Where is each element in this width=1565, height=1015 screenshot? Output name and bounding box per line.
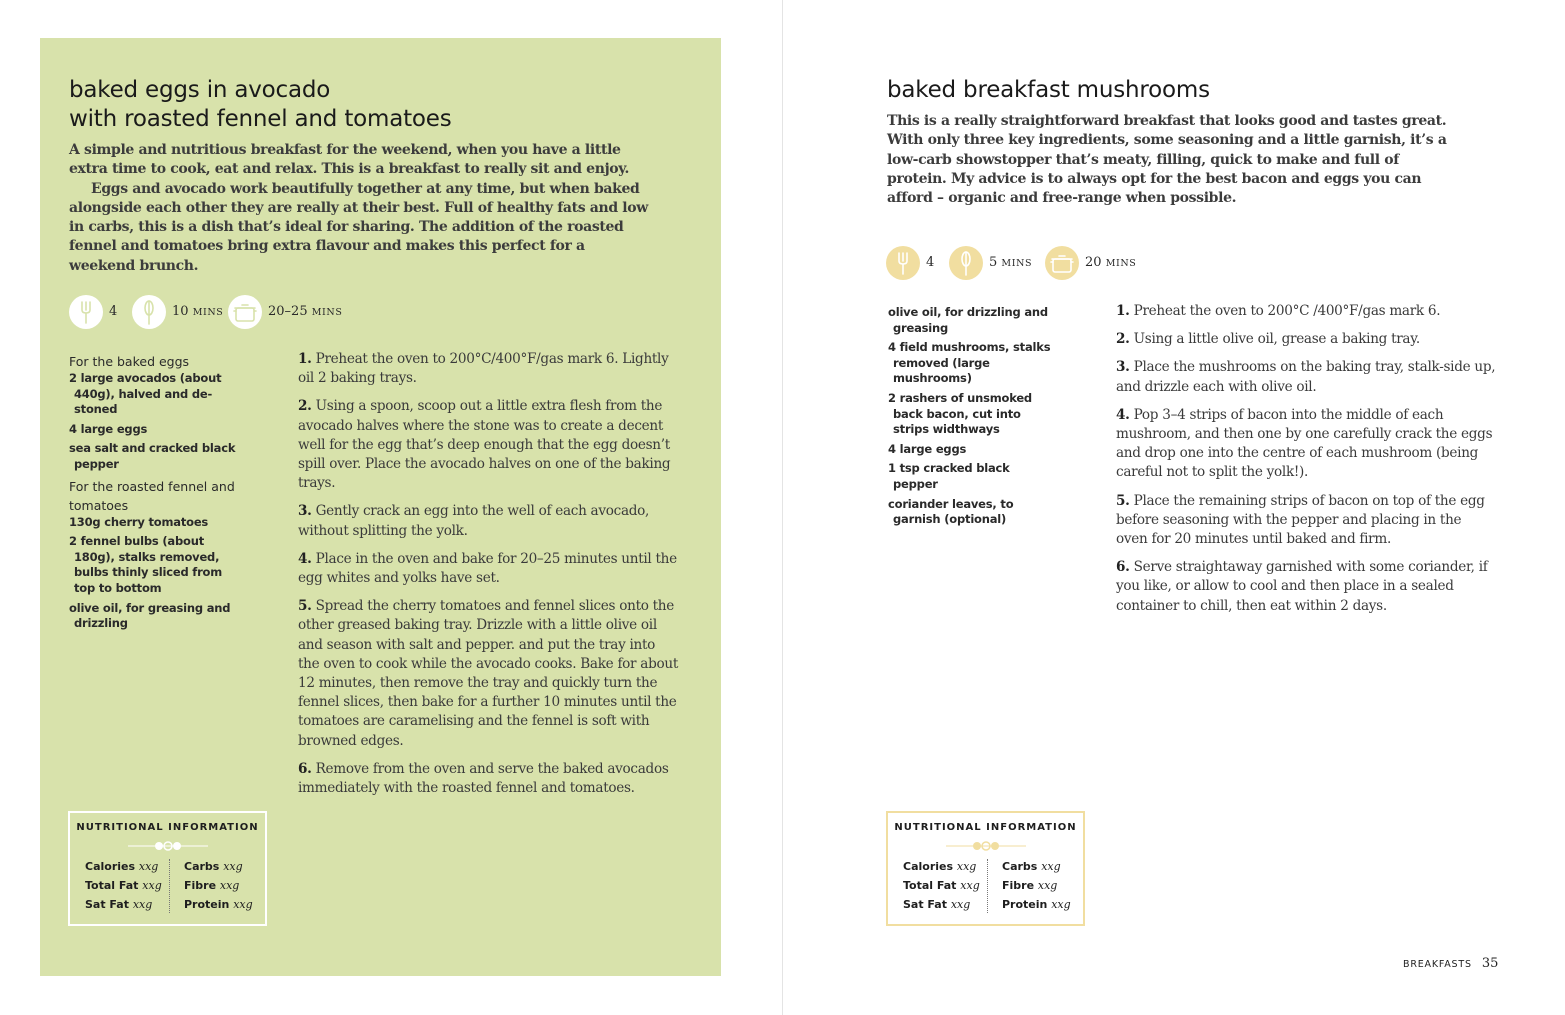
- method-step: [1116, 302, 1496, 321]
- nutrition-label: Total Fat: [903, 879, 957, 892]
- right-recipe-intro: [887, 112, 1457, 208]
- left-intro-paragraph-2: Eggs and avocado work beautifully together at any time, but when baked alongside each other they are really at their best. Full of healthy fats and low in carbs, this is a dish that’s ideal for sharing. The addition of the roasted fennel and tomatoes bring extra flavour and makes this perfect for a weekend brunch.: [69, 180, 648, 274]
- nutrition-column-right: [1002, 857, 1071, 914]
- method-step: [298, 397, 678, 493]
- step-number: 6.: [1116, 559, 1130, 576]
- ingredient-item: 2 large avocados (about 440g), halved and de-stoned: [69, 371, 222, 417]
- page-number: 35: [1481, 956, 1499, 971]
- ingredient-item: 4 large eggs: [888, 441, 967, 456]
- nutrition-value: xxg: [1051, 898, 1071, 911]
- left-title-line-2: with roasted fennel and tomatoes: [69, 106, 452, 132]
- step-number: 5.: [1116, 492, 1130, 509]
- step-number: 4.: [298, 550, 312, 567]
- cook-time-value: 20: [1085, 255, 1102, 270]
- cook-time: [268, 295, 342, 330]
- nutrition-value: xxg: [132, 898, 153, 911]
- method-step: [298, 350, 678, 388]
- nutrition-row: [184, 857, 253, 876]
- prep-time-unit: MINS: [192, 307, 224, 318]
- right-nutrition-box: [886, 811, 1085, 926]
- nutrition-value: xxg: [960, 879, 980, 892]
- cook-time: [1085, 246, 1136, 281]
- step-number: 3.: [298, 503, 312, 520]
- step-text: Using a little olive oil, grease a baking tray.: [1133, 331, 1420, 348]
- nutrition-label: Fibre: [1002, 879, 1035, 892]
- page-footer: [1403, 952, 1498, 971]
- nutrition-value: xxg: [138, 860, 159, 873]
- nutrition-label: Carbs: [1002, 860, 1038, 873]
- method-step: [298, 502, 678, 540]
- nutrition-row: [85, 876, 162, 895]
- fork-icon: [886, 246, 920, 280]
- nutrition-divider: [987, 859, 988, 913]
- right-recipe-meta: [886, 246, 1186, 282]
- page-fold: [782, 0, 783, 1015]
- prep-time: [989, 246, 1032, 281]
- step-text: Place the remaining strips of bacon on top of the egg before seasoning with the pepper and placing in the oven for 20 minutes until baked and firm.: [1116, 492, 1485, 548]
- step-text: Preheat the oven to 200°C/400°F/gas mark 6. Lightly oil 2 baking trays.: [298, 351, 669, 387]
- prep-time: [172, 295, 223, 330]
- pot-icon: [1045, 246, 1079, 280]
- cook-time-value: 20–25: [268, 304, 308, 319]
- serves-value: 4: [109, 304, 118, 319]
- prep-time-unit: MINS: [1001, 258, 1033, 269]
- step-number: 5.: [298, 598, 312, 615]
- ornament-divider: [946, 841, 1026, 851]
- ingredient-item: 4 large eggs: [69, 421, 148, 436]
- nutrition-label: Protein: [184, 898, 230, 911]
- nutrition-row: [85, 857, 162, 876]
- ingredients-subheading: For the roasted fennel and tomatoes: [69, 478, 235, 513]
- nutrition-label: Total Fat: [85, 879, 139, 892]
- ingredient-item: 130g cherry tomatoes: [69, 514, 209, 529]
- nutrition-label: Fibre: [184, 879, 217, 892]
- nutrition-value: xxg: [142, 879, 162, 892]
- method-step: [1116, 558, 1496, 616]
- right-intro-paragraph: This is a really straightforward breakfast that looks good and tastes great. With only three key ingredients, some seasoning and a little garnish, it’s a low-carb showstopper that’s meaty, filling, quick to make and full of protein. My advice is to always opt for the best bacon and eggs you can afford – organic and free-range when possible.: [887, 113, 1447, 207]
- cook-time-unit: MINS: [311, 307, 343, 318]
- nutrition-label: Sat Fat: [903, 898, 947, 911]
- left-recipe-title: [69, 76, 452, 134]
- method-step: [1116, 406, 1496, 483]
- ingredients-subheading: For the baked eggs: [69, 354, 190, 369]
- nutrition-label: Protein: [1002, 898, 1048, 911]
- left-ingredients: [69, 351, 239, 636]
- nutrition-divider: [169, 859, 170, 913]
- left-method: [298, 350, 678, 807]
- right-ingredients: [888, 305, 1058, 532]
- right-recipe-title: baked breakfast mushrooms: [887, 77, 1210, 103]
- pot-icon: [228, 295, 262, 329]
- nutrition-value: xxg: [956, 860, 977, 873]
- nutrition-value: xxg: [950, 898, 971, 911]
- left-title-line-1: baked eggs in avocado: [69, 77, 331, 103]
- fork-icon: [69, 295, 103, 329]
- method-step: [298, 760, 678, 798]
- step-text: Serve straightaway garnished with some coriander, if you like, or allow to cool and then place in a sealed container to chill, then eat within 2 days.: [1116, 559, 1488, 614]
- method-step: [1116, 358, 1496, 396]
- step-text: Place the mushrooms on the baking tray, stalk-side up, and drizzle each with olive oil.: [1116, 359, 1496, 395]
- ornament-divider: [128, 841, 208, 851]
- step-number: 3.: [1116, 359, 1130, 376]
- nutrition-row: [184, 876, 253, 895]
- nutrition-row: [903, 876, 980, 895]
- nutrition-value: xxg: [1037, 879, 1058, 892]
- nutrition-heading: NUTRITIONAL INFORMATION: [76, 822, 259, 833]
- left-intro-paragraph-1: A simple and nutritious breakfast for the weekend, when you have a little extra time to cook, eat and relax. This is a breakfast to really sit and enjoy.: [69, 142, 629, 178]
- whisk-icon: [132, 295, 166, 329]
- nutrition-row: [1002, 857, 1071, 876]
- ingredient-item: sea salt and cracked black pepper: [69, 441, 236, 471]
- nutrition-column-left: [903, 857, 980, 914]
- nutrition-value: xxg: [1041, 860, 1061, 873]
- nutrition-row: [184, 895, 253, 914]
- step-number: 6.: [298, 760, 312, 777]
- ingredient-item: olive oil, for greasing and drizzling: [69, 600, 231, 631]
- ingredient-item: 4 field mushrooms, stalks removed (large mushrooms): [888, 340, 1051, 386]
- nutrition-value: xxg: [223, 860, 243, 873]
- serves-value: 4: [926, 255, 935, 270]
- nutrition-label: Calories: [85, 860, 136, 873]
- nutrition-label: Carbs: [184, 860, 220, 873]
- step-text: Spread the cherry tomatoes and fennel slices onto the other greased baking tray. Drizzle with a little olive oil and season with salt and pepper. and put the tray into the oven to cook while the avocado cooks. Bake for about 12 minutes, then remove the tray and quickly turn the fennel slices, then bake for a further 10 minutes until the tomatoes are caramelising and the fennel is soft with browned edges.: [298, 598, 678, 749]
- nutrition-row: [85, 895, 162, 914]
- step-text: Pop 3–4 strips of bacon into the middle of each mushroom, and then one by one carefully crack the eggs and drop one into the centre of each mushroom (being careful not to split the yolk!).: [1116, 406, 1493, 481]
- left-recipe-intro: [69, 141, 649, 276]
- whisk-icon: [949, 246, 983, 280]
- step-text: Place in the oven and bake for 20–25 minutes until the egg whites and yolks have set.: [298, 550, 677, 587]
- method-step: [298, 550, 678, 588]
- nutrition-heading: NUTRITIONAL INFORMATION: [894, 822, 1077, 833]
- ingredient-item: 2 rashers of unsmoked back bacon, cut into strips widthways: [888, 390, 1032, 437]
- nutrition-label: Calories: [903, 860, 954, 873]
- prep-time-value: 10: [172, 304, 189, 319]
- nutrition-column-left: [85, 857, 162, 914]
- step-number: 1.: [298, 351, 312, 367]
- nutrition-column-right: [184, 857, 253, 914]
- prep-time-value: 5: [989, 255, 998, 270]
- left-nutrition-box: [68, 811, 267, 926]
- method-step: [1116, 330, 1496, 349]
- nutrition-value: xxg: [233, 898, 253, 911]
- nutrition-row: [903, 895, 980, 914]
- ingredient-item: olive oil, for drizzling and greasing: [888, 305, 1048, 335]
- ingredient-item: 1 tsp cracked black pepper: [888, 461, 1010, 491]
- step-number: 4.: [1116, 406, 1130, 423]
- cook-time-unit: MINS: [1105, 258, 1137, 269]
- method-step: [298, 597, 678, 751]
- step-text: Preheat the oven to 200°C /400°F/gas mark 6.: [1133, 303, 1441, 319]
- ingredient-item: coriander leaves, to garnish (optional): [888, 496, 1014, 527]
- method-step: [1116, 492, 1496, 550]
- nutrition-row: [1002, 895, 1071, 914]
- ingredient-item: 2 fennel bulbs (about 180g), stalks removed, bulbs thinly sliced from top to bottom: [69, 534, 223, 595]
- step-number: 2.: [298, 398, 312, 415]
- nutrition-row: [903, 857, 980, 876]
- step-number: 2.: [1116, 331, 1130, 348]
- left-recipe-meta: [69, 295, 369, 331]
- section-name: BREAKFASTS: [1403, 959, 1472, 970]
- step-text: Gently crack an egg into the well of each avocado, without splitting the yolk.: [298, 503, 650, 539]
- step-number: 1.: [1116, 303, 1130, 319]
- right-method: [1116, 302, 1496, 625]
- step-text: Remove from the oven and serve the baked avocados immediately with the roasted fennel and tomatoes.: [298, 760, 669, 797]
- nutrition-row: [1002, 876, 1071, 895]
- nutrition-label: Sat Fat: [85, 898, 129, 911]
- step-text: Using a spoon, scoop out a little extra flesh from the avocado halves where the stone was to create a decent well for the egg that’s deep enough that the egg doesn’t spill over. Place the avocado halves on one of the baking trays.: [298, 398, 671, 492]
- nutrition-value: xxg: [219, 879, 240, 892]
